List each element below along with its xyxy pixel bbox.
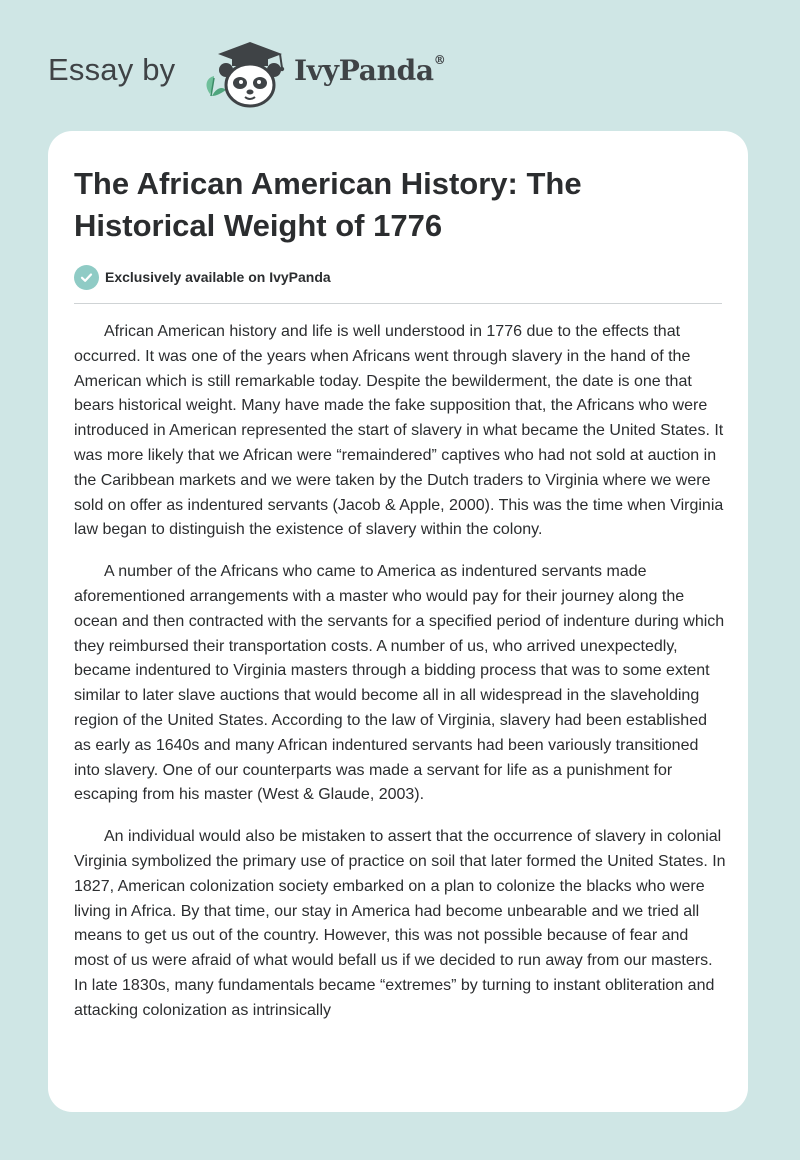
essay-body — [74, 320, 726, 1041]
paragraph: African American history and life is well understood in 1776 due to the effects that occurred. It was one of the years when Africans went through slavery in the hand of the American which is still remarkable today. Despite the bewilderment, the date is one that bears historical weight. Many have made the fake supposition that, the Africans who were introduced in American represented the start of slavery in what became the United States. It was more likely that we African were “remaindered” captives who had not sold at auction in the Caribbean markets and we were taken by the Dutch traders to Virginia where we were sold on offer as indentured servants (Jacob & Apple, 2000). This was the time when Virginia law began to distinguish the existence of slavery within the colony. — [74, 323, 724, 539]
panda-graduation-cap-logo-icon[interactable] — [200, 36, 290, 110]
essay-by-label: Essay by — [48, 52, 176, 87]
brand-text: IvyPanda — [294, 54, 434, 87]
site-header — [0, 0, 800, 120]
exclusive-badge-text: Exclusively available on IvyPanda — [105, 269, 331, 285]
essay-card — [48, 131, 748, 1112]
divider — [74, 303, 722, 304]
essay-title: The African American History: The Historical Weight of 1776 — [74, 166, 582, 243]
paragraph: An individual would also be mistaken to assert that the occurrence of slavery in colonial Virginia symbolized the primary use of practice on soil that later formed the United States. In 1827, American colonization society embarked on a plan to colonize the blacks who were living in Africa. By that time, our stay in America had become unbearable and we tried all means to get us out of the country. However, this was not possible because of fear and most of us were afraid of what would befall us if we decided to run away from our masters. In late 1830s, many fundamentals became “extremes” by turning to instant obliteration and attacking colonization as intrinsically — [74, 828, 726, 1019]
registered-mark: ® — [433, 52, 446, 67]
check-icon — [74, 265, 99, 290]
paragraph: A number of the Africans who came to America as indentured servants made aforementioned arrangements with a master who would pay for their journey along the ocean and then contracted with the servants for a specified period of indenture during which they reimbursed their transportation costs. A number of us, who arrived unexpectedly, became indentured to Virginia masters through a bidding process that was to some extent similar to later slave auctions that would become all in all widespread in the slaveholding region of the United States. According to the law of Virginia, slavery had been established as early as 1640s and many African indentured servants had been variously transitioned into slavery. One of our counterparts was made a servant for life as a punishment for escaping from his master (West & Glaude, 2003). — [74, 563, 725, 804]
brand-name[interactable] — [294, 54, 445, 87]
exclusive-badge — [74, 264, 331, 290]
